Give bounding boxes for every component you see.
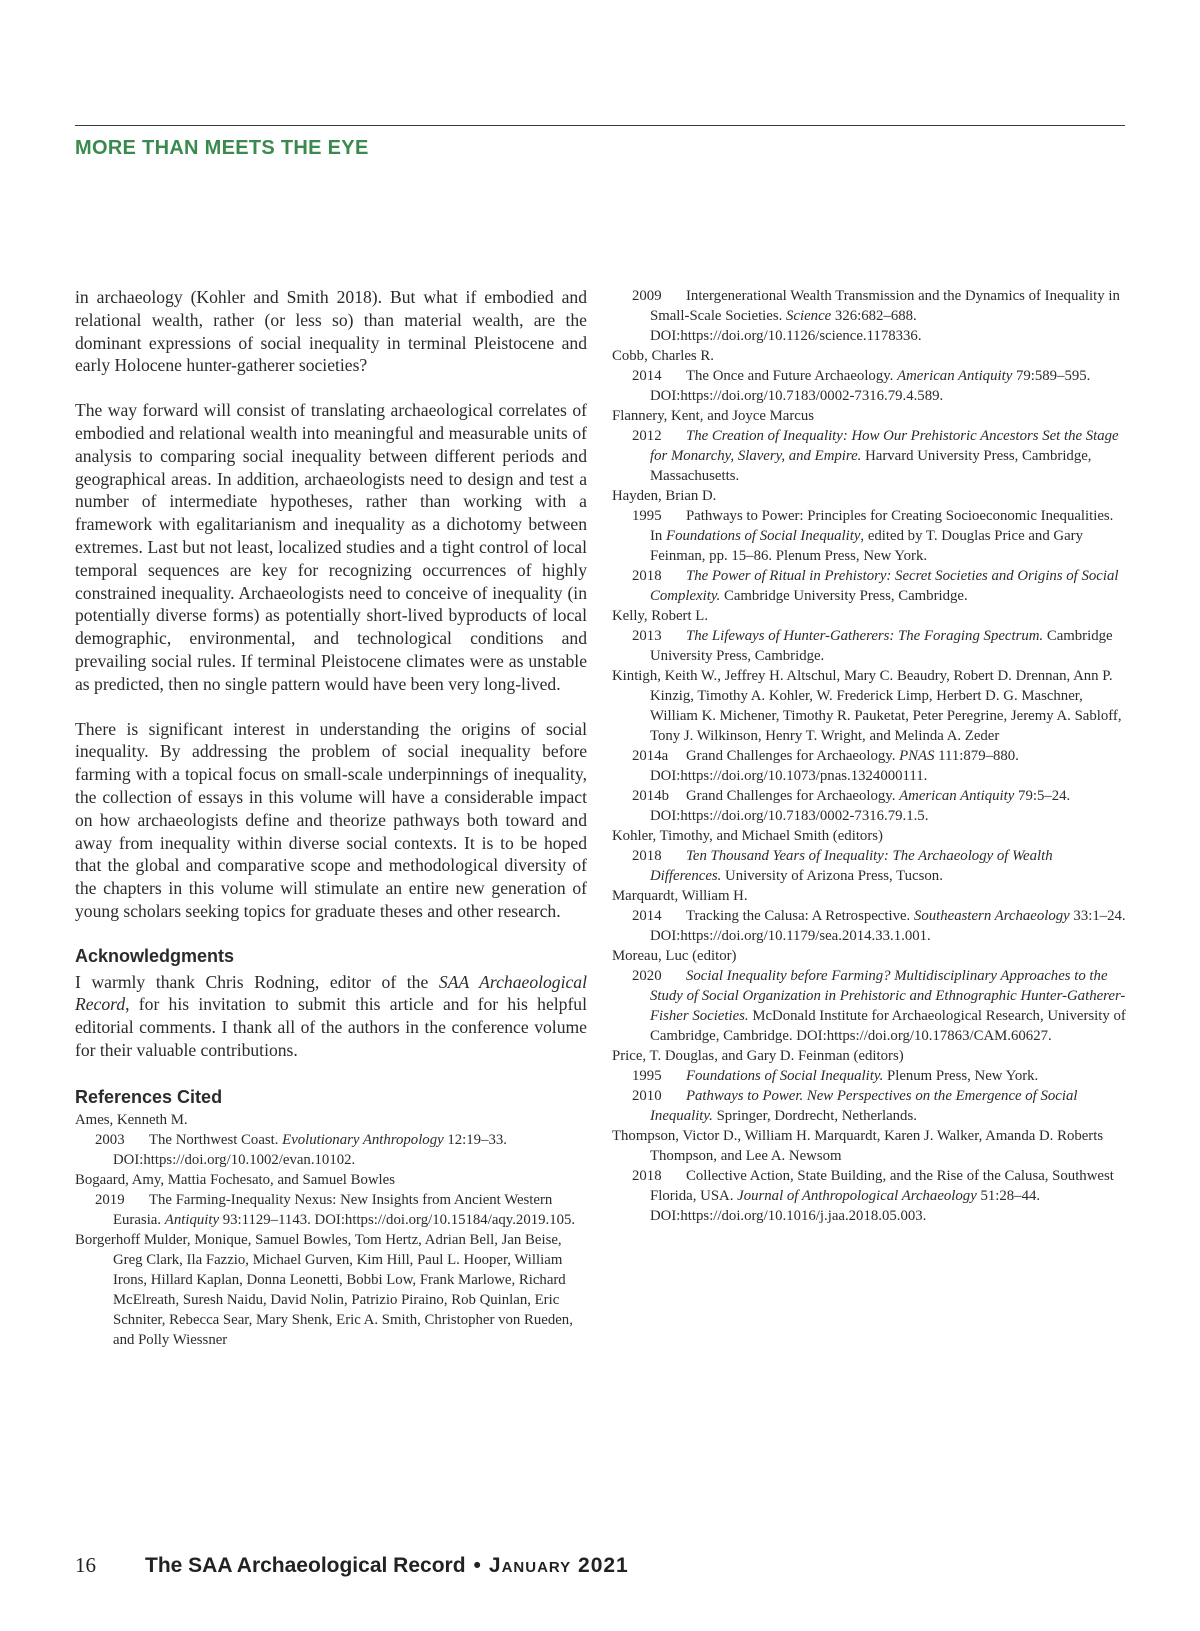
reference-entry: 1995 Pathways to Power: Principles for Creating Socioeconomic Inequalities. In Foundations of Social Inequality, edited by T. Douglas Price and Gary Feinman, pp. 15–86. Plenum Press, New York. xyxy=(632,508,1114,564)
left-column xyxy=(75,286,587,1350)
reference-author: Bogaard, Amy, Mattia Fochesato, and Samuel Bowles xyxy=(75,1171,395,1188)
issue-date: January 2021 xyxy=(488,1554,629,1577)
reference-author: Cobb, Charles R. xyxy=(612,348,714,364)
acknowledgments-heading: Acknowledgments xyxy=(75,945,235,966)
reference-entry: 2018 Collective Action, State Building, and the Rise of the Calusa, Southwest Florida, USA. Journal of Anthropological Archaeology 51:28–44. DOI:https://doi.org/10.1016/j.jaa.2018.05.003. xyxy=(632,1168,1114,1224)
reference-author: Price, T. Douglas, and Gary D. Feinman (editors) xyxy=(612,1048,904,1064)
reference-entry: 2018 Ten Thousand Years of Inequality: The Archaeology of Wealth Differences. University of Arizona Press, Tucson. xyxy=(632,848,1053,884)
reference-entry: 2014 The Once and Future Archaeology. American Antiquity 79:589–595. DOI:https://doi.org/10.7183/0002-7316.79.4.589. xyxy=(632,368,1091,404)
right-column xyxy=(612,286,1127,1226)
body-paragraph: There is significant interest in understanding the origins of social inequality. By addressing the problem of social inequality before farming with a topical focus on small-scale underpinnings of inequality, the collection of essays in this volume will have a considerable impact on how archaeologists define and theorize pathways both toward and away from inequality within diverse social contexts. It is to be hoped that the global and comparative scope and methodological diversity of the chapters in this volume will stimulate an entire new generation of young scholars seeking topics for graduate theses and other research. xyxy=(75,718,587,921)
reference-author: Hayden, Brian D. xyxy=(612,488,717,504)
reference-entry: 2014a Grand Challenges for Archaeology. PNAS 111:879–880. DOI:https://doi.org/10.1073/pnas.1324000111. xyxy=(632,748,1019,784)
body-paragraph: in archaeology (Kohler and Smith 2018). But what if embodied and relational wealth, rather (or less so) than material wealth, are the dominant expressions of social inequality in terminal Pleistocene and early Holocene hunter-gatherer societies? xyxy=(75,287,587,376)
reference-entry: 2013 The Lifeways of Hunter-Gatherers: The Foraging Spectrum. Cambridge University Press, Cambridge. xyxy=(632,628,1113,664)
reference-author: Thompson, Victor D., William H. Marquardt, Karen J. Walker, Amanda D. Roberts Thompson, and Lee A. Newsom xyxy=(612,1128,1104,1164)
reference-author: Borgerhoff Mulder, Monique, Samuel Bowles, Tom Hertz, Adrian Bell, Jan Beise, Greg Clark, Ila Fazzio, Michael Gurven, Kim Hill, Paul L. Hooper, William Irons, Hillard Kaplan, Donna Leonetti, Bobbi Low, Frank Marlowe, Richard McElreath, Suresh Naidu, David Nolin, Patrizio Piraino, Rob Quinlan, Eric Schniter, Rebecca Sear, Mary Shenk, Eric A. Smith, Christopher von Rueden, and Polly Wiessner xyxy=(75,1231,573,1348)
reference-author: Moreau, Luc (editor) xyxy=(612,948,737,964)
reference-author: Marquardt, William H. xyxy=(612,888,748,904)
reference-author: Flannery, Kent, and Joyce Marcus xyxy=(612,408,815,424)
reference-author: Kohler, Timothy, and Michael Smith (editors) xyxy=(612,828,883,844)
page-footer xyxy=(75,1553,629,1578)
publication-name: The SAA Archaeological Record xyxy=(145,1554,466,1577)
reference-author: Ames, Kenneth M. xyxy=(75,1111,188,1128)
reference-author: Kelly, Robert L. xyxy=(612,608,709,624)
reference-entry: 2014b Grand Challenges for Archaeology. American Antiquity 79:5–24. DOI:https://doi.org/10.7183/0002-7316.79.1.5. xyxy=(632,788,1071,824)
references-list-left xyxy=(75,1110,587,1350)
body-paragraph: The way forward will consist of translating archaeological correlates of embodied and relational wealth into meaningful and measurable units of analysis to comparing social inequality between different periods and geographical areas. In addition, archaeologists need to design and test a number of intermediate hypotheses, rather than working with a framework with egalitarianism and inequality as a dichotomy between extremes. Last but not least, localized studies and a tight control of local temporal sequences are key for recognizing occurrences of highly constrained inequality. Archaeologists need to conceive of inequality (in potentially diverse forms) as potentially short-lived byproducts of local demographic, environmental, and technological conditions and prevailing social rules. If terminal Pleistocene climates were as unstable as predicted, then no single pattern would have been very long-lived. xyxy=(75,400,587,694)
section-title: MORE THAN MEETS THE EYE xyxy=(75,137,369,159)
acknowledgments-text: I warmly thank Chris Rodning, editor of the SAA Archaeological Record, for his invitation to submit this article and for his helpful editorial comments. I thank all of the authors in the conference volume for their valuable contributions. xyxy=(75,971,587,1060)
reference-entry: 2012 The Creation of Inequality: How Our Prehistoric Ancestors Set the Stage for Monarchy, Slavery, and Empire. Harvard University Press, Cambridge, Massachusetts. xyxy=(632,428,1119,484)
reference-entry: 2014 Tracking the Calusa: A Retrospective. Southeastern Archaeology 33:1–24. DOI:https://doi.org/10.1179/sea.2014.33.1.001. xyxy=(632,908,1126,944)
reference-entry: 2019 The Farming-Inequality Nexus: New Insights from Ancient Western Eurasia. Antiquity 93:1129–1143. DOI:https://doi.org/10.15184/aqy.2019.105. xyxy=(95,1191,576,1228)
reference-entry: 2018 The Power of Ritual in Prehistory: Secret Societies and Origins of Social Complexity. Cambridge University Press, Cambridge. xyxy=(632,568,1119,604)
page-number: 16 xyxy=(75,1553,96,1577)
reference-entry: 1995 Foundations of Social Inequality. Plenum Press, New York. xyxy=(632,1068,1039,1084)
header-rule xyxy=(75,125,1125,126)
footer-bullet: • xyxy=(473,1554,481,1577)
references-heading: References Cited xyxy=(75,1086,223,1107)
reference-entry: 2003 The Northwest Coast. Evolutionary Anthropology 12:19–33. DOI:https://doi.org/10.1002/evan.10102. xyxy=(95,1131,507,1168)
reference-author: Kintigh, Keith W., Jeffrey H. Altschul, Mary C. Beaudry, Robert D. Drennan, Ann P. Kinzig, Timothy A. Kohler, W. Frederick Limp, Herbert D. G. Maschner, William K. Michener, Timothy R. Pauketat, Peter Peregrine, Jeremy A. Sabloff, Tony J. Wilkinson, Henry T. Wright, and Melinda A. Zeder xyxy=(612,668,1122,744)
reference-entry: 2010 Pathways to Power. New Perspectives on the Emergence of Social Inequality. Springer, Dordrecht, Netherlands. xyxy=(632,1088,1078,1124)
reference-entry: 2009 Intergenerational Wealth Transmission and the Dynamics of Inequality in Small-Scale Societies. Science 326:682–688. DOI:https://doi.org/10.1126/science.1178336. xyxy=(632,288,1120,344)
reference-entry: 2020 Social Inequality before Farming? Multidisciplinary Approaches to the Study of Social Organization in Prehistoric and Ethnographic Hunter-Gatherer-Fisher Societies. McDonald Institute for Archaeological Research, University of Cambridge, Cambridge. DOI:https://doi.org/10.17863/CAM.60627. xyxy=(632,968,1126,1044)
